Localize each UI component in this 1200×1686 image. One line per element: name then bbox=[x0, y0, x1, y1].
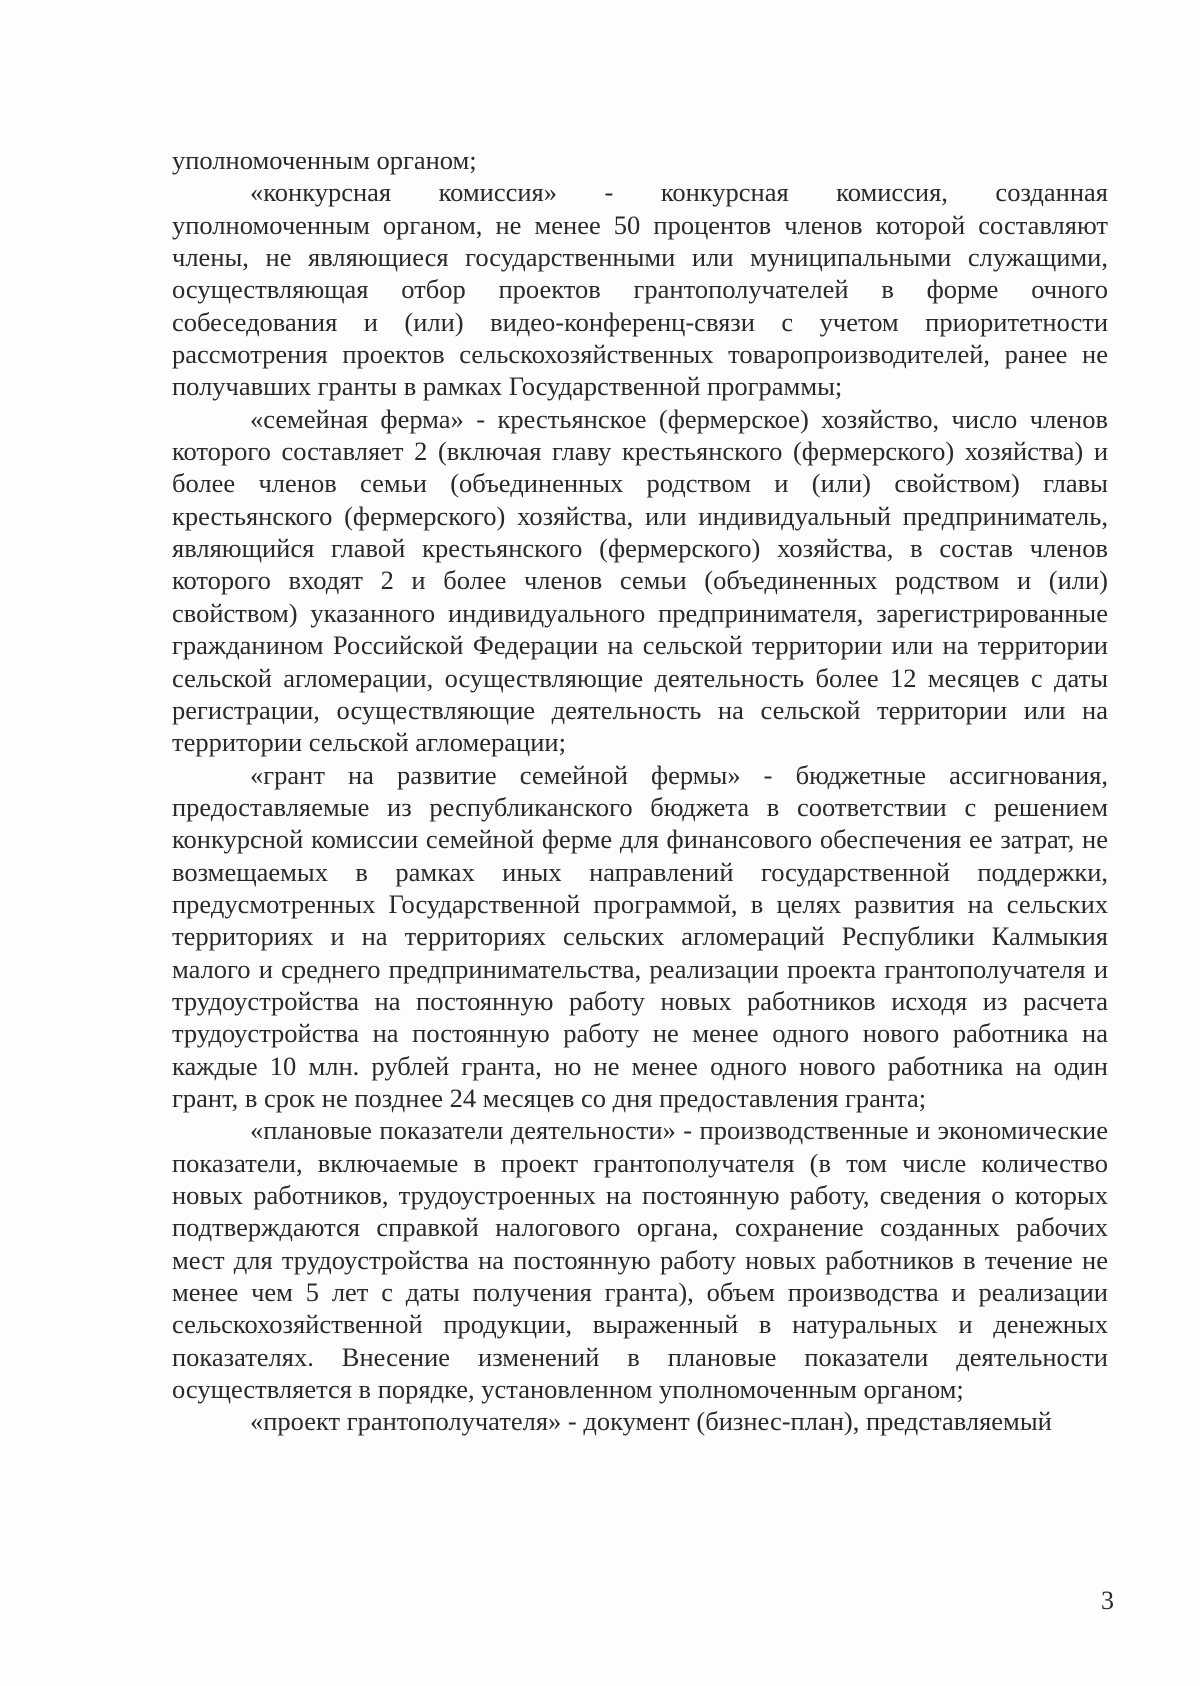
paragraph-continuation: уполномоченным органом; bbox=[172, 145, 477, 175]
page-number: 3 bbox=[1101, 1586, 1114, 1615]
paragraph-grantee-project: «проект грантополучателя» - документ (бизнес-план), представляемый bbox=[250, 1406, 1052, 1437]
paragraph-family-farm: «семейная ферма» - крестьянское (фермерское) хозяйство, число членов которого составляет 2 (включая главу крестьянского (фермерского) хозяйства) и более членов семьи (объединенных родством и (или) свойством) главы крестьянского (фермерского) хозяйства, или индивидуальный предприниматель, являющийся главой крестьянского (фермерского) хозяйства, в состав членов которого входят 2 и более членов семьи (объединенных родством и (или) свойством) указанного индивидуального предпринимателя, зарегистрированные гражданином Российской Федерации на сельской территории или на территории сельской агломерации, осуществляющие деятельность более 12 месяцев с даты регистрации, осуществляющие деятельность на сельской территории или на территории сельской агломерации; bbox=[172, 403, 1108, 758]
paragraph-competition-commission: «конкурсная комиссия» - конкурсная комиссия, созданная уполномоченным органом, не менее 50 процентов членов которой составляют члены, не являющиеся государственными или муниципальными служащими, осуществляющая отбор проектов грантополучателей в форме очного собеседования и (или) видео-конференц-связи с учетом приоритетности рассмотрения проектов сельскохозяйственных товаропроизводителей, ранее не получавших гранты в рамках Государственной программы; bbox=[172, 177, 1108, 402]
document-body bbox=[172, 144, 1108, 1438]
paragraph-planned-indicators: «плановые показатели деятельности» - производственные и экономические показатели, включаемые в проект грантополучателя (в том числе количество новых работников, трудоустроенных на постоянную работу, сведения о которых подтверждаются справкой налогового органа, сохранение созданных рабочих мест для трудоустройства на постоянную работу новых работников в течение не менее чем 5 лет с даты получения гранта), объем производства и реализации сельскохозяйственной продукции, выраженный в натуральных и денежных показателях. Внесение изменений в плановые показатели деятельности осуществляется в порядке, установленном уполномоченным органом; bbox=[172, 1115, 1108, 1405]
paragraph-family-farm-grant: «грант на развитие семейной фермы» - бюджетные ассигнования, предоставляемые из республиканского бюджета в соответствии с решением конкурсной комиссии семейной ферме для финансового обеспечения ее затрат, не возмещаемых в рамках иных направлений государственной поддержки, предусмотренных Государственной программой, в целях развития на сельских территориях и на территориях сельских агломераций Республики Калмыкия малого и среднего предпринимательства, реализации проекта грантополучателя и трудоустройства на постоянную работу новых работников исходя из расчета трудоустройства на постоянную работу не менее одного нового работника на каждые 10 млн. рублей гранта, но не менее одного нового работника на один грант, в срок не позднее 24 месяцев со дня предоставления гранта; bbox=[172, 759, 1108, 1113]
